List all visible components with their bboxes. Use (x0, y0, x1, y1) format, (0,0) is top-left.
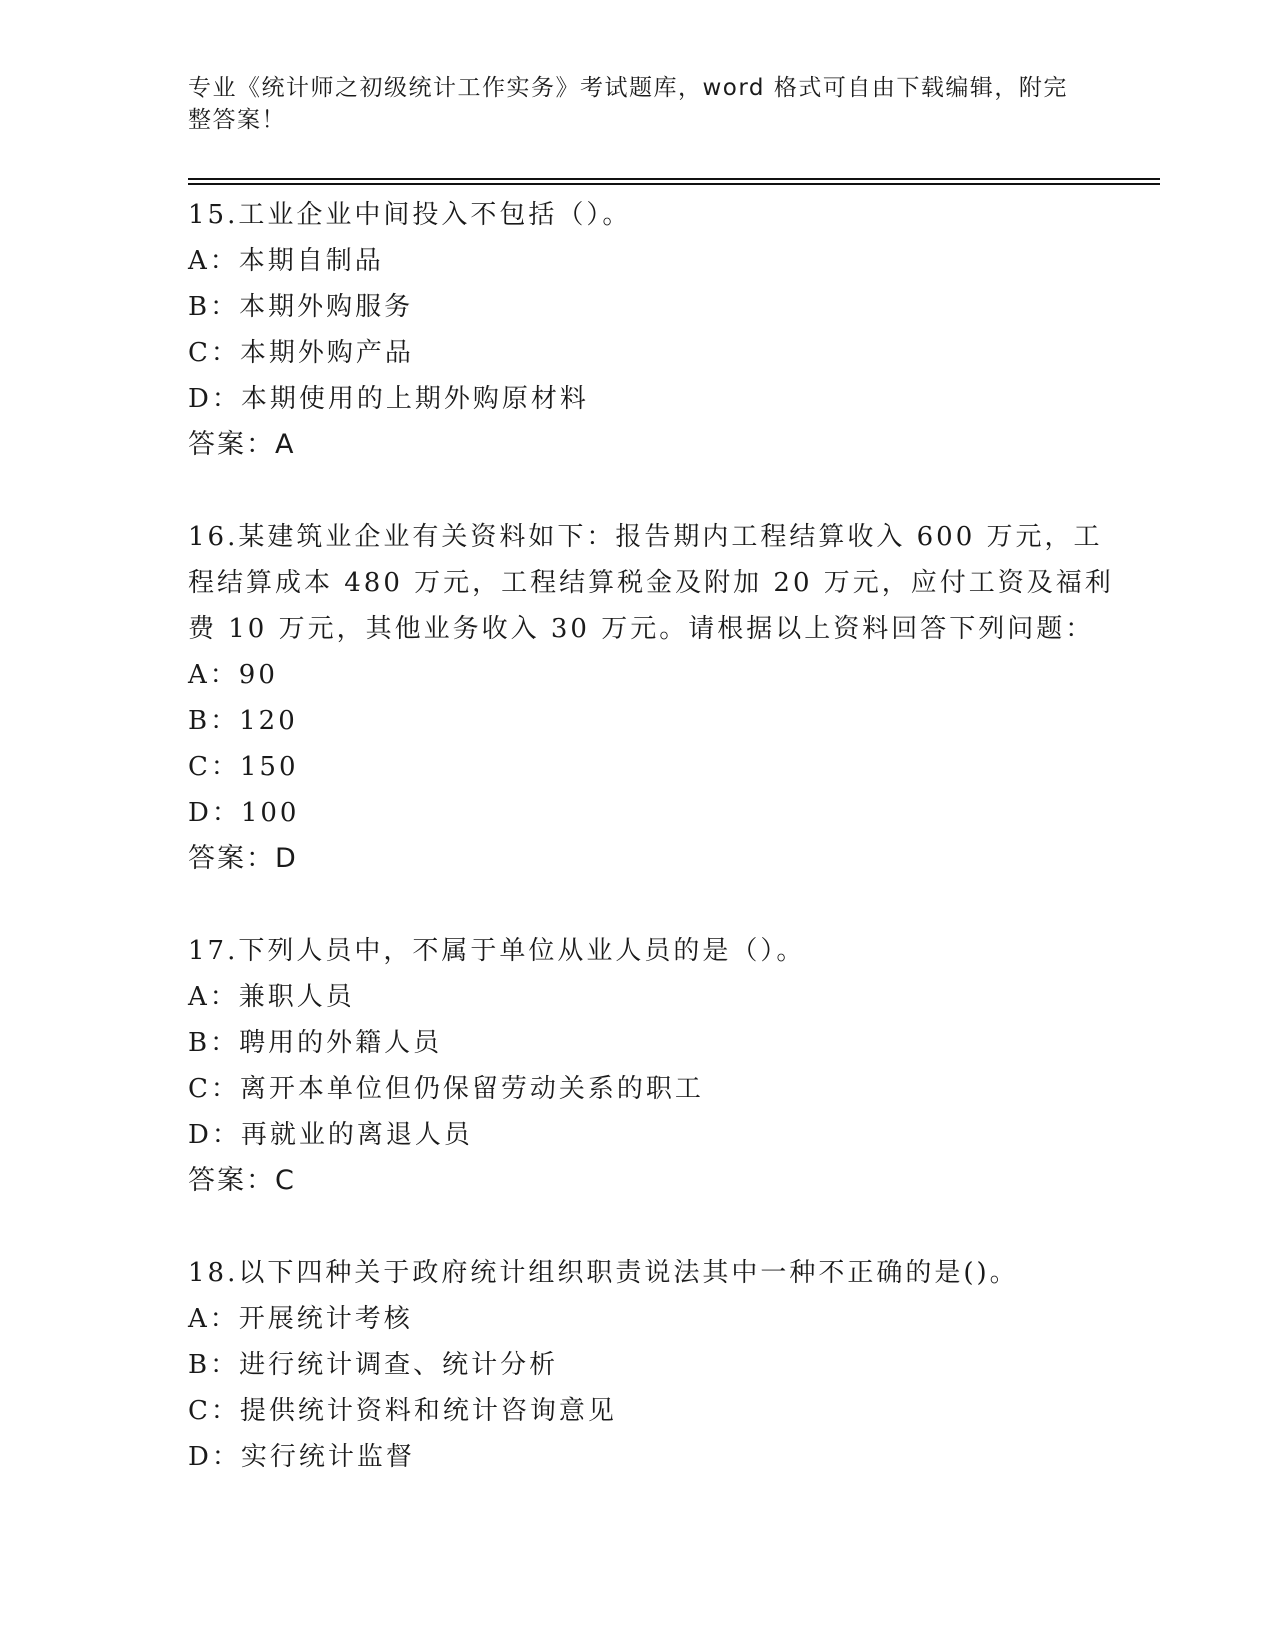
question-block (188, 514, 1114, 882)
option-a: A：本期自制品 (188, 246, 384, 276)
option-b: B：进行统计调查、统计分析 (188, 1350, 559, 1380)
option-a: A：90 (188, 660, 278, 690)
header-line-1: 专业《统计师之初级统计工作实务》考试题库，word 格式可自由下载编辑，附完 (188, 75, 1068, 101)
question-text-continued: 程结算成本 480 万元，工程结算税金及附加 20 万元，应付工资及福利 (188, 568, 1114, 598)
option-b: B：聘用的外籍人员 (188, 1028, 443, 1058)
question-block (188, 928, 1088, 1204)
question-list (188, 192, 1114, 1480)
question-block (188, 192, 1088, 468)
answer-line: 答案：D (188, 843, 298, 874)
option-d: D：100 (188, 798, 300, 828)
option-d: D：再就业的离退人员 (188, 1120, 473, 1150)
question-text-continued: 费 10 万元，其他业务收入 30 万元。请根据以上资料回答下列问题： (188, 614, 1095, 644)
option-c: C：本期外购产品 (188, 338, 414, 368)
option-c: C：提供统计资料和统计咨询意见 (188, 1396, 617, 1426)
option-d: D：实行统计监督 (188, 1442, 415, 1472)
header-divider-top (188, 178, 1160, 180)
question-block (188, 1250, 1088, 1480)
header-divider-bottom (188, 183, 1160, 185)
answer-line: 答案：C (188, 1165, 296, 1196)
question-text: 17.下列人员中，不属于单位从业人员的是（）。 (188, 936, 806, 966)
answer-line: 答案：A (188, 429, 296, 460)
document-header (188, 72, 1068, 136)
option-a: A：兼职人员 (188, 982, 355, 1012)
option-c: C：150 (188, 752, 299, 782)
question-text: 16.某建筑业企业有关资料如下：报告期内工程结算收入 600 万元，工 (188, 522, 1103, 552)
question-text: 15.工业企业中间投入不包括（）。 (188, 200, 632, 230)
header-line-2: 整答案！ (188, 107, 286, 133)
option-a: A：开展统计考核 (188, 1304, 413, 1334)
option-b: B：120 (188, 706, 298, 736)
option-b: B：本期外购服务 (188, 292, 414, 322)
option-c: C：离开本单位但仍保留劳动关系的职工 (188, 1074, 704, 1104)
question-text: 18.以下四种关于政府统计组织职责说法其中一种不正确的是()。 (188, 1258, 1019, 1288)
option-d: D：本期使用的上期外购原材料 (188, 384, 589, 414)
